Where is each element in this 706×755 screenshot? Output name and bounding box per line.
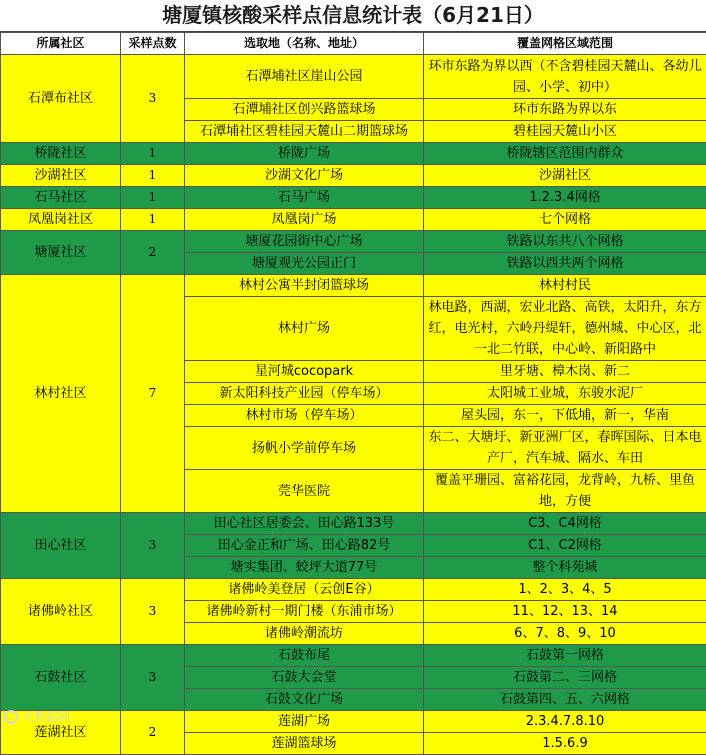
coverage-cell: 环市东路为界以东 bbox=[424, 99, 706, 121]
coverage-cell: 太阳城工业城，东骏水泥厂 bbox=[424, 383, 706, 405]
community-cell: 沙湖社区 bbox=[1, 165, 121, 187]
site-cell: 石鼓大会堂 bbox=[185, 667, 424, 689]
coverage-cell: 屋头园，东一，下低埔，新一，华南 bbox=[424, 405, 706, 427]
site-cell: 新太阳科技产业园（停车场） bbox=[185, 383, 424, 405]
site-cell: 林村市场（停车场） bbox=[185, 405, 424, 427]
coverage-cell: 6、7、8、9、10 bbox=[424, 623, 706, 645]
coverage-cell: 1.2.3.4网格 bbox=[424, 187, 706, 209]
coverage-cell: 沙湖社区 bbox=[424, 165, 706, 187]
site-cell: 石潭埔社区崖山公园 bbox=[185, 55, 424, 99]
site-cell: 星河城cocopark bbox=[185, 361, 424, 383]
header-community: 所属社区 bbox=[1, 33, 121, 55]
table-row bbox=[1, 513, 706, 535]
site-cell: 林村广场 bbox=[185, 297, 424, 361]
coverage-cell: 环市东路为界以西（不含碧桂园天麓山、各幼儿园、小学、初中） bbox=[424, 55, 706, 99]
site-count-cell: 3 bbox=[121, 55, 185, 143]
site-cell: 诸佛岭新村一期门楼（东浦市场） bbox=[185, 601, 424, 623]
sampling-sites-table bbox=[0, 32, 706, 755]
site-cell: 凤凰岗广场 bbox=[185, 209, 424, 231]
site-cell: 桥陇广场 bbox=[185, 143, 424, 165]
community-cell: 林村社区 bbox=[1, 275, 121, 513]
table-row bbox=[1, 55, 706, 99]
coverage-cell: 石鼓第一网格 bbox=[424, 645, 706, 667]
site-count-cell: 3 bbox=[121, 579, 185, 645]
site-cell: 莲湖广场 bbox=[185, 711, 424, 733]
site-cell: 扬帆小学前停车场 bbox=[185, 427, 424, 470]
header-site: 选取地（名称、地址） bbox=[185, 33, 424, 55]
coverage-cell: 七个网格 bbox=[424, 209, 706, 231]
coverage-cell: 铁路以西共两个网格 bbox=[424, 253, 706, 275]
site-cell: 莞华医院 bbox=[185, 470, 424, 513]
coverage-cell: 桥陇辖区范围内群众 bbox=[424, 143, 706, 165]
table-row bbox=[1, 711, 706, 733]
site-cell: 塘厦观光公园正门 bbox=[185, 253, 424, 275]
community-cell: 石鼓社区 bbox=[1, 645, 121, 711]
site-cell: 田心金正和广场、田心路82号 bbox=[185, 535, 424, 557]
header-coverage: 覆盖网格区域范围 bbox=[424, 33, 706, 55]
site-cell: 石潭埔社区碧桂园天麓山二期篮球场 bbox=[185, 121, 424, 143]
watermark-text: 大数据网 bbox=[22, 708, 70, 725]
site-count-cell: 1 bbox=[121, 209, 185, 231]
coverage-cell: 碧桂园天麓山小区 bbox=[424, 121, 706, 143]
coverage-cell: 东二、大塘圩、新亚洲厂区，春晖国际、日本电产厂，汽车城、隔水、车田 bbox=[424, 427, 706, 470]
coverage-cell: 石鼓第二、三网格 bbox=[424, 667, 706, 689]
site-count-cell: 3 bbox=[121, 513, 185, 579]
site-count-cell: 1 bbox=[121, 187, 185, 209]
site-cell: 诸佛岭美登居（云创E谷） bbox=[185, 579, 424, 601]
table-row bbox=[1, 231, 706, 253]
community-cell: 诸佛岭社区 bbox=[1, 579, 121, 645]
site-count-cell: 1 bbox=[121, 143, 185, 165]
site-cell: 石鼓文化广场 bbox=[185, 689, 424, 711]
community-cell: 塘厦社区 bbox=[1, 231, 121, 275]
site-cell: 莲湖篮球场 bbox=[185, 733, 424, 755]
table-row bbox=[1, 209, 706, 231]
coverage-cell: C1、C2网格 bbox=[424, 535, 706, 557]
coverage-cell: 整个科苑城 bbox=[424, 557, 706, 579]
site-cell: 塘厦花园街中心广场 bbox=[185, 231, 424, 253]
header-row bbox=[1, 33, 706, 55]
coverage-cell: 铁路以东共八个网格 bbox=[424, 231, 706, 253]
coverage-cell: 石鼓第四、五、六网格 bbox=[424, 689, 706, 711]
site-cell: 石鼓布尾 bbox=[185, 645, 424, 667]
table-body bbox=[1, 55, 706, 755]
coverage-cell: 1.5.6.9 bbox=[424, 733, 706, 755]
coverage-cell: C3、C4网格 bbox=[424, 513, 706, 535]
table-row bbox=[1, 579, 706, 601]
site-cell: 林村公寓半封闭篮球场 bbox=[185, 275, 424, 297]
community-cell: 桥陇社区 bbox=[1, 143, 121, 165]
table-row bbox=[1, 275, 706, 297]
table-row bbox=[1, 165, 706, 187]
community-cell: 田心社区 bbox=[1, 513, 121, 579]
table-row bbox=[1, 187, 706, 209]
coverage-cell: 1、2、3、4、5 bbox=[424, 579, 706, 601]
site-cell: 石马广场 bbox=[185, 187, 424, 209]
site-count-cell: 1 bbox=[121, 165, 185, 187]
table-row bbox=[1, 645, 706, 667]
sheet-title: 塘厦镇核酸采样点信息统计表（6月21日） bbox=[0, 0, 706, 32]
site-cell: 塘实集团、蛟坪大道77号 bbox=[185, 557, 424, 579]
coverage-cell: 林村村民 bbox=[424, 275, 706, 297]
coverage-cell: 2.3.4.7.8.10 bbox=[424, 711, 706, 733]
site-cell: 沙湖文化广场 bbox=[185, 165, 424, 187]
coverage-cell: 林电路，西湖，宏业北路、高铁，太阳升，东方红，电光村，六岭丹缇轩，德州城、中心区，北一北二竹联，中心岭、新阳路中 bbox=[424, 297, 706, 361]
site-count-cell: 3 bbox=[121, 645, 185, 711]
site-cell: 田心社区居委会、田心路133号 bbox=[185, 513, 424, 535]
site-cell: 石潭埔社区创兴路篮球场 bbox=[185, 99, 424, 121]
community-cell: 莲湖社区 bbox=[1, 711, 121, 755]
site-count-cell: 7 bbox=[121, 275, 185, 513]
site-cell: 诸佛岭潮流坊 bbox=[185, 623, 424, 645]
coverage-cell: 里牙塘、樟木岗、新二 bbox=[424, 361, 706, 383]
community-cell: 凤凰岗社区 bbox=[1, 209, 121, 231]
coverage-cell: 覆盖平珊园、富裕花园，龙背岭，九桥、里鱼地，方便 bbox=[424, 470, 706, 513]
site-count-cell: 2 bbox=[121, 231, 185, 275]
table-row bbox=[1, 143, 706, 165]
site-count-cell: 2 bbox=[121, 711, 185, 755]
header-site-count: 采样点数 bbox=[121, 33, 185, 55]
community-cell: 石潭布社区 bbox=[1, 55, 121, 143]
coverage-cell: 11、12、13、14 bbox=[424, 601, 706, 623]
community-cell: 石马社区 bbox=[1, 187, 121, 209]
